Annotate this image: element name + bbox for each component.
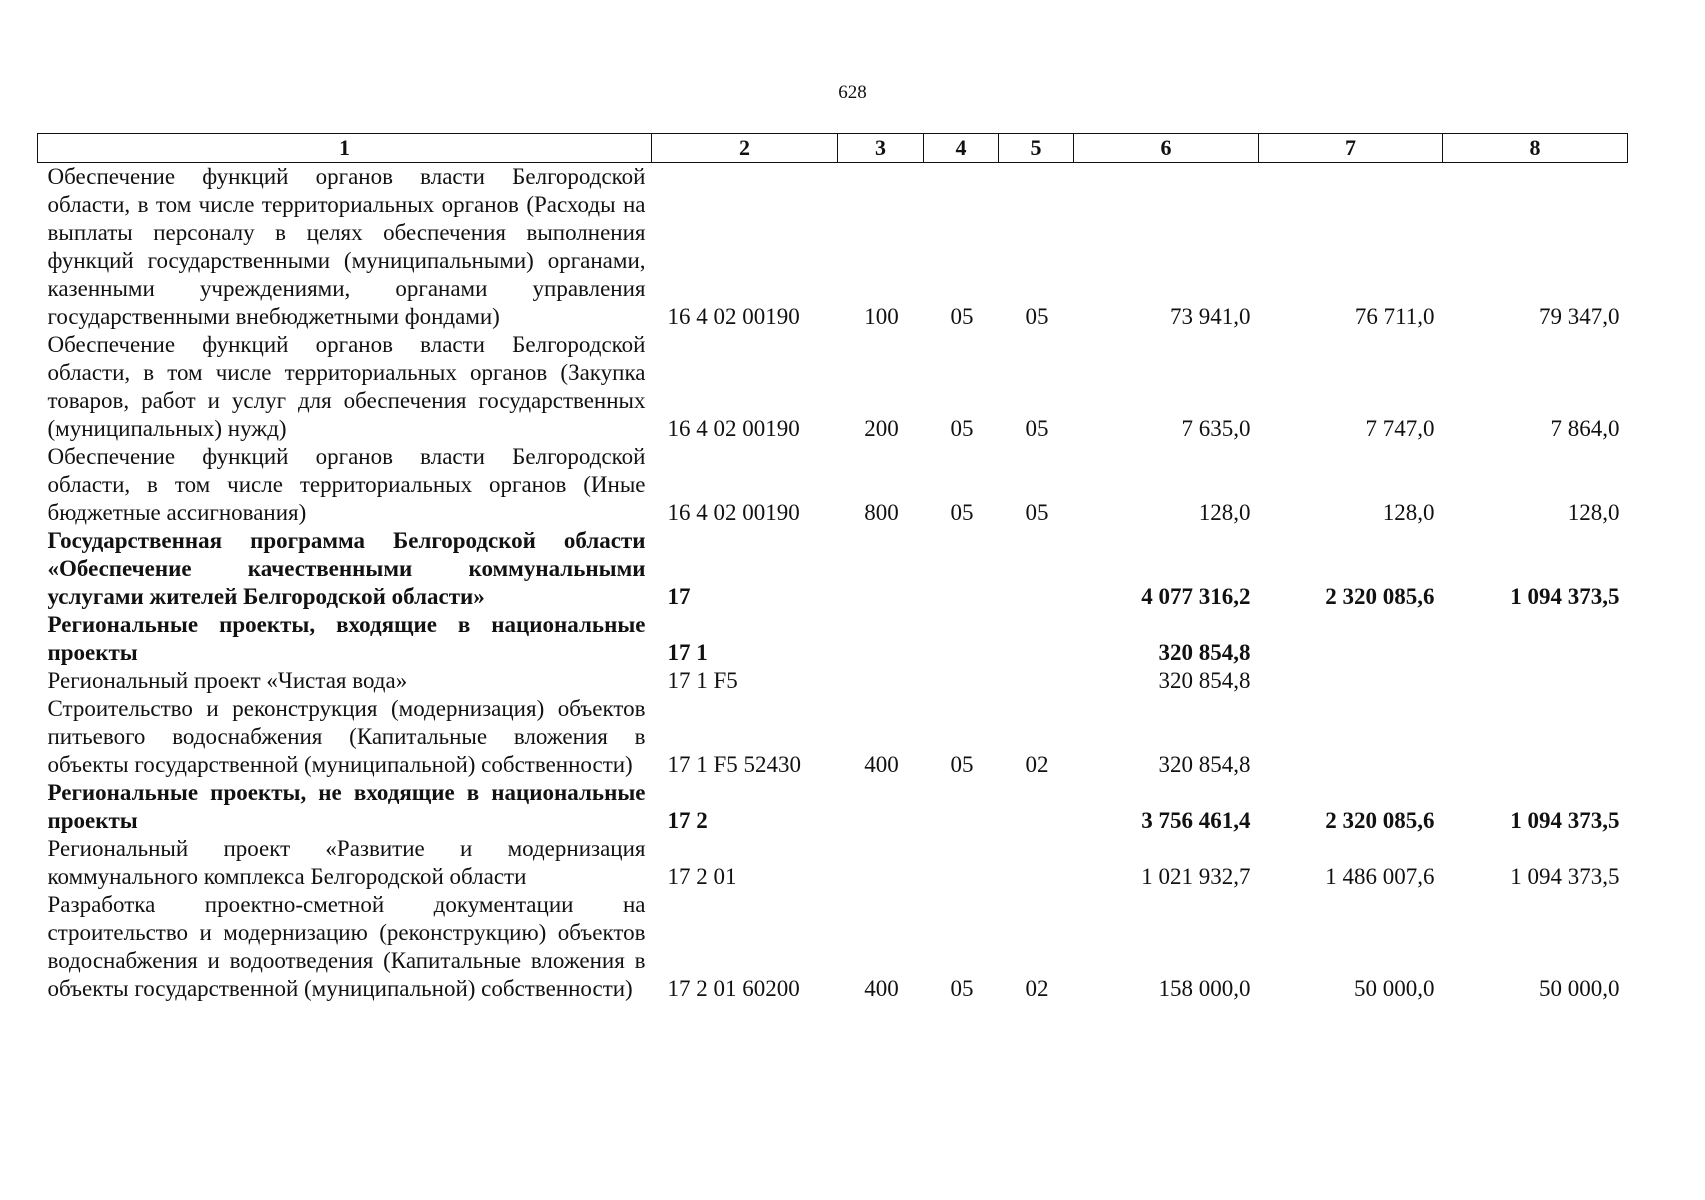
row-col-8: 1 094 373,5: [1510, 584, 1620, 609]
table-row: [38, 527, 1628, 611]
table-row: [38, 779, 1628, 835]
row-col-5: [999, 527, 1074, 611]
row-code: 16 4 02 00190: [667, 416, 800, 441]
row-code: 16 4 02 00190: [667, 304, 800, 329]
row-code: 17 2 01 60200: [667, 976, 800, 1001]
row-col-6: 4 077 316,2: [1141, 584, 1251, 609]
row-name: Региональные проекты, входящие в национальные проекты: [47, 612, 646, 665]
table-row: [38, 331, 1628, 443]
col-header-3: 3: [838, 134, 924, 163]
row-col-7: 2 320 085,6: [1325, 808, 1435, 833]
table-body: [38, 163, 1628, 1004]
row-col-3: 100: [864, 304, 899, 329]
row-col-7: [1259, 695, 1443, 779]
col-header-code: 2: [652, 134, 838, 163]
row-col-4: 05: [950, 752, 974, 777]
table-row: [38, 443, 1628, 527]
row-name: Государственная программа Белгородской области «Обеспечение качественными коммунальными услугами жителей Белгородской области»: [47, 528, 646, 609]
row-col-4: [924, 835, 999, 891]
row-col-7: 7 747,0: [1365, 416, 1435, 441]
col-header-8: 8: [1443, 134, 1628, 163]
row-col-4: 05: [950, 500, 974, 525]
row-col-8: 1 094 373,5: [1510, 808, 1620, 833]
row-col-5: 02: [1025, 752, 1049, 777]
row-col-8: [1443, 667, 1628, 695]
row-col-6: 3 756 461,4: [1141, 808, 1251, 833]
row-name: Строительство и реконструкция (модернизация) объектов питьевого водоснабжения (Капитальные вложения в объекты государственной (муниципальной) собственности): [47, 696, 646, 777]
row-code: 17 2 01: [667, 864, 737, 889]
row-col-5: 02: [1025, 976, 1049, 1001]
row-col-8: [1443, 611, 1628, 667]
row-code: 17 1 F5: [667, 668, 738, 693]
row-col-8: 1 094 373,5: [1510, 864, 1620, 889]
row-col-8: 50 000,0: [1539, 976, 1620, 1001]
row-col-7: 1 486 007,6: [1325, 864, 1435, 889]
row-col-6: 158 000,0: [1158, 976, 1251, 1001]
row-code: 16 4 02 00190: [667, 500, 800, 525]
row-col-8: 7 864,0: [1550, 416, 1620, 441]
row-code: 17 2: [667, 808, 708, 833]
row-col-3: [838, 527, 924, 611]
row-col-6: 1 021 932,7: [1141, 864, 1251, 889]
row-name: Обеспечение функций органов власти Белгородской области, в том числе территориальных органов (Иные бюджетные ассигнования): [47, 444, 646, 525]
page-number: 628: [838, 82, 867, 103]
row-name: Региональный проект «Развитие и модернизация коммунального комплекса Белгородской области: [47, 836, 646, 889]
row-col-6: 320 854,8: [1158, 752, 1251, 777]
row-col-4: 05: [950, 976, 974, 1001]
row-name: Разработка проектно-сметной документации на строительство и модернизацию (реконструкцию) объектов водоснабжения и водоотведения (Капитальные вложения в объекты государственной (муниципальной) собственности): [47, 892, 646, 1001]
row-code: 17 1 F5 52430: [667, 752, 802, 777]
table-header: [38, 134, 1628, 163]
table-row: [38, 667, 1628, 695]
row-name: Обеспечение функций органов власти Белгородской области, в том числе территориальных органов (Закупка товаров, работ и услуг для обеспечения государственных (муниципальных) нужд): [47, 332, 646, 441]
row-col-5: 05: [1025, 304, 1049, 329]
row-col-5: 05: [1025, 500, 1049, 525]
table-row: [38, 695, 1628, 779]
row-code: 17 1: [667, 640, 708, 665]
row-col-3: 400: [864, 752, 899, 777]
table-row: [38, 163, 1628, 332]
col-header-name: 1: [38, 134, 652, 163]
row-col-5: [999, 667, 1074, 695]
row-col-8: 128,0: [1567, 500, 1620, 525]
row-col-3: [838, 835, 924, 891]
row-col-6: 7 635,0: [1181, 416, 1251, 441]
row-col-3: [838, 779, 924, 835]
row-col-5: [999, 779, 1074, 835]
row-col-6: 320 854,8: [1158, 668, 1251, 693]
row-code: 17: [667, 584, 691, 609]
row-col-3: [838, 667, 924, 695]
row-col-7: 76 711,0: [1354, 304, 1435, 329]
row-col-7: 2 320 085,6: [1325, 584, 1435, 609]
row-col-4: 05: [950, 304, 974, 329]
row-name: Региональный проект «Чистая вода»: [47, 668, 408, 693]
row-col-4: [924, 779, 999, 835]
col-header-5: 5: [999, 134, 1074, 163]
col-header-4: 4: [924, 134, 999, 163]
row-col-4: [924, 667, 999, 695]
row-col-3: 800: [864, 500, 899, 525]
row-col-8: [1443, 695, 1628, 779]
row-col-3: [838, 611, 924, 667]
row-name: Обеспечение функций органов власти Белгородской области, в том числе территориальных органов (Расходы на выплаты персоналу в целях обеспечения выполнения функций государственными (муниципальными) органами, казенными учреждениями, органами управления государственными внебюджетными фондами): [47, 164, 646, 329]
row-col-6: 128,0: [1198, 500, 1251, 525]
header-row: [38, 134, 1628, 163]
col-header-6: 6: [1074, 134, 1259, 163]
budget-table: [37, 133, 1628, 1003]
row-name: Региональные проекты, не входящие в национальные проекты: [47, 780, 646, 833]
row-col-8: 79 347,0: [1539, 304, 1620, 329]
row-col-6: 320 854,8: [1158, 640, 1251, 665]
row-col-7: [1259, 611, 1443, 667]
row-col-7: 128,0: [1382, 500, 1435, 525]
row-col-5: 05: [1025, 416, 1049, 441]
row-col-3: 400: [864, 976, 899, 1001]
table-row: [38, 891, 1628, 1003]
row-col-5: [999, 611, 1074, 667]
row-col-4: [924, 527, 999, 611]
col-header-7: 7: [1259, 134, 1443, 163]
row-col-7: [1259, 667, 1443, 695]
table-row: [38, 611, 1628, 667]
row-col-5: [999, 835, 1074, 891]
row-col-4: 05: [950, 416, 974, 441]
row-col-7: 50 000,0: [1354, 976, 1435, 1001]
row-col-6: 73 941,0: [1170, 304, 1251, 329]
table-row: [38, 835, 1628, 891]
row-col-3: 200: [864, 416, 899, 441]
row-col-4: [924, 611, 999, 667]
